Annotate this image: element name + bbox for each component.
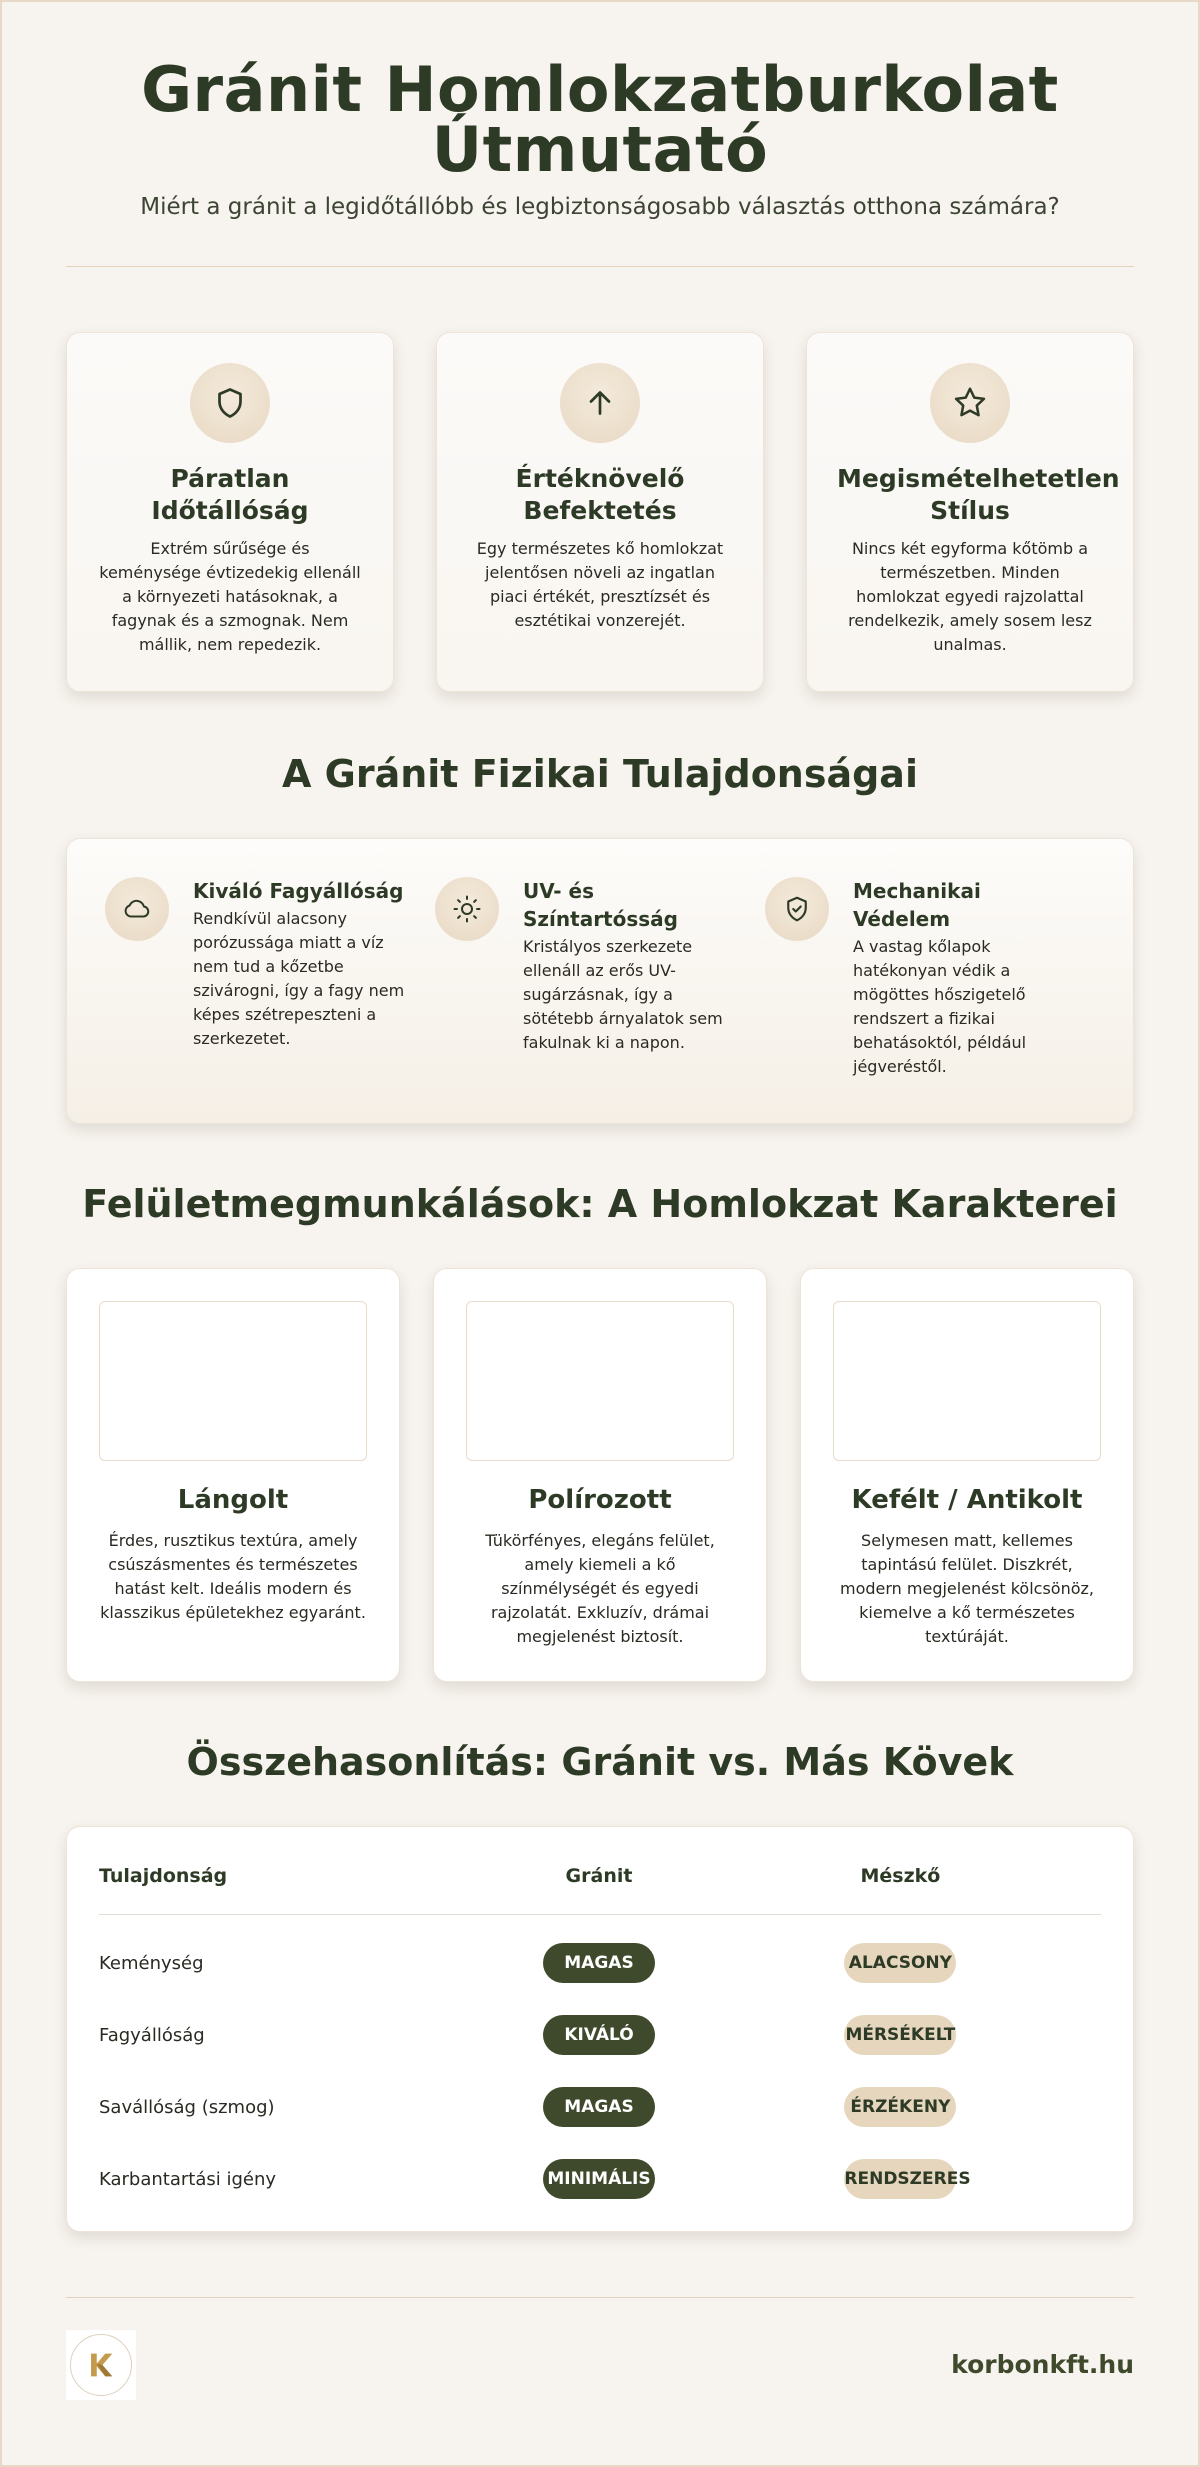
k-logo-icon[interactable] — [66, 2330, 136, 2400]
row-property: Fagyállóság — [99, 2024, 205, 2046]
feature-card — [66, 332, 394, 692]
comparison-table — [66, 1826, 1134, 2232]
granite-badge: MINIMÁLIS — [543, 2159, 655, 2199]
finish-title: Polírozott — [528, 1485, 672, 1515]
property-item — [765, 877, 1095, 1123]
header-granite: Gránit — [565, 1864, 633, 1887]
table-header — [99, 1827, 1101, 1915]
property-item — [435, 877, 765, 1123]
star-icon — [930, 363, 1010, 443]
property-text: Rendkívül alacsony porózussága miatt a víz nem tud a kőzetbe szivárogni, így a fagy nem képes szétrepeszteni a szerkezetet. — [193, 909, 405, 1048]
feature-card — [436, 332, 764, 692]
finish-text: Tükörfényes, elegáns felület, amely kiemeli a kő színmélységét és egyedi rajzolatát. Exkluzív, drámai megjelenést biztosít. — [485, 1531, 715, 1646]
property-text: A vastag kőlapok hatékonyan védik a mögöttes hőszigetelő rendszert a fizikai behatásoktól, például jégveréstől. — [853, 937, 1027, 1076]
property-title: UV- és Színtartósság — [523, 879, 678, 931]
sun-icon — [435, 877, 499, 941]
feature-title: Megismételhetetlen Stílus — [837, 464, 1120, 525]
property-text: Kristályos szerkezete ellenáll az erős UV-sugárzásnak, így a sötétebb árnyalatok sem fakulnak ki a napon. — [523, 937, 723, 1052]
hero — [66, 53, 1134, 220]
section-title-finishes: Felületmegmunkálások: A Homlokzat Karakterei — [82, 1182, 1118, 1226]
divider — [66, 2297, 1134, 2298]
row-property: Keménység — [99, 1952, 204, 1974]
feature-title: Páratlan Időtállóság — [151, 464, 309, 525]
granite-badge: MAGAS — [543, 2087, 655, 2127]
divider — [66, 266, 1134, 267]
title-line-1: Gránit Homlokzatburkolat — [141, 53, 1059, 126]
finish-title: Lángolt — [177, 1485, 289, 1515]
feature-cards — [66, 332, 1134, 692]
arrow-up-icon — [560, 363, 640, 443]
limestone-badge: RENDSZERES — [844, 2159, 956, 2199]
finish-image — [833, 1301, 1101, 1461]
table-row — [99, 2143, 1101, 2215]
limestone-badge: MÉRSÉKELT — [844, 2015, 956, 2055]
cloud-icon — [105, 877, 169, 941]
feature-text: Nincs két egyforma kőtömb a természetben. Minden homlokzat egyedi rajzolattal rendelkezik, amely sosem lesz unalmas. — [848, 539, 1092, 654]
page-subtitle: Miért a gránit a legidőtállóbb és legbiztonságosabb választás otthona számára? — [140, 194, 1060, 220]
finish-title: Kefélt / Antikolt — [851, 1485, 1083, 1515]
finish-text: Érdes, rusztikus textúra, amely csúszásmentes és természetes hatást kelt. Ideális modern és klasszikus épületekhez egyaránt. — [100, 1531, 366, 1622]
table-row — [99, 2071, 1101, 2143]
shield-icon — [190, 363, 270, 443]
table-row — [99, 1999, 1101, 2071]
property-title: Mechanikai Védelem — [853, 879, 981, 931]
limestone-badge: ALACSONY — [844, 1943, 956, 1983]
limestone-badge: ÉRZÉKENY — [844, 2087, 956, 2127]
page-title — [66, 53, 1134, 186]
row-property: Savállóság (szmog) — [99, 2096, 275, 2118]
section-title-properties: A Gránit Fizikai Tulajdonságai — [282, 752, 918, 796]
website-link[interactable]: korbonkft.hu — [951, 2350, 1134, 2379]
finish-card — [800, 1268, 1134, 1682]
feature-text: Egy természetes kő homlokzat jelentősen növeli az ingatlan piaci értékét, presztízsét és esztétikai vonzerejét. — [476, 539, 724, 630]
finish-text: Selymesen matt, kellemes tapintású felület. Diszkrét, modern megjelenést kölcsönöz, kiemelve a kő természetes textúráját. — [839, 1531, 1094, 1646]
granite-badge: KIVÁLÓ — [543, 2015, 655, 2055]
finishes-cards — [66, 1268, 1134, 1682]
property-title: Kiváló Fagyállóság — [193, 879, 404, 903]
title-line-2: Útmutató — [431, 113, 769, 186]
finish-card — [66, 1268, 400, 1682]
property-item — [105, 877, 435, 1123]
table-row — [99, 1927, 1101, 1999]
feature-title: Értéknövelő Befektetés — [515, 464, 685, 525]
shield-check-icon — [765, 877, 829, 941]
granite-badge: MAGAS — [543, 1943, 655, 1983]
finish-image — [466, 1301, 734, 1461]
section-title-comparison: Összehasonlítás: Gránit vs. Más Kövek — [186, 1740, 1014, 1784]
finish-image — [99, 1301, 367, 1461]
header-limestone: Mészkő — [860, 1864, 941, 1887]
feature-text: Extrém sűrűsége és keménysége évtizedekig ellenáll a környezeti hatásoknak, a fagynak és a szmognak. Nem mállik, nem repedezik. — [99, 539, 361, 654]
row-property: Karbantartási igény — [99, 2168, 277, 2190]
header-property: Tulajdonság — [99, 1864, 228, 1887]
properties-panel — [66, 838, 1134, 1124]
finish-card — [433, 1268, 767, 1682]
feature-card — [806, 332, 1134, 692]
